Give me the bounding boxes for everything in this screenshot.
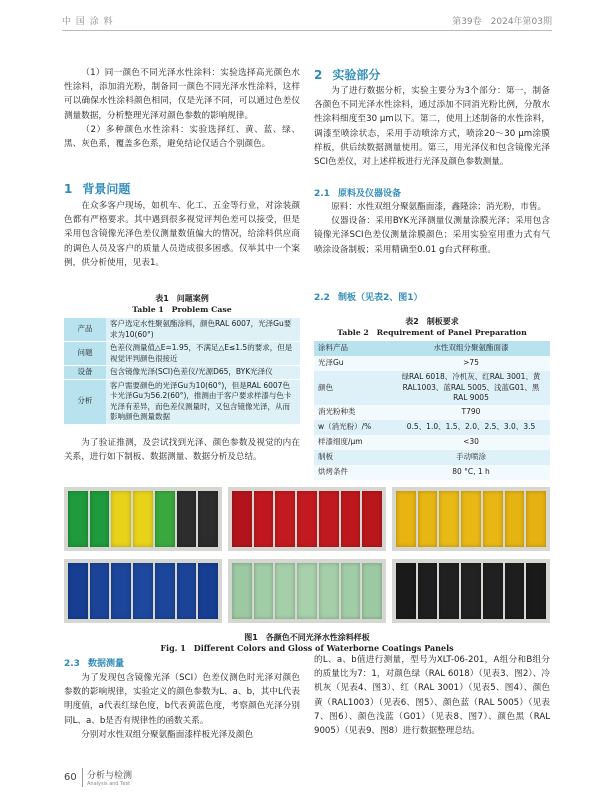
coated-sample-strip [526, 563, 546, 619]
coated-sample-strip [254, 563, 274, 619]
section-title: 实验部分 [332, 68, 381, 82]
caption-en: Fig. 1 Different Colors and Gloss of Waterborne Coatings Panels [160, 643, 454, 653]
table-row [314, 371, 550, 405]
paragraph: （1）同一颜色不同光泽水性涂料：实验选择高光颜色水性涂料，添加消光粉，制备同一颜色不同光泽水性涂料，这样可以确保水性涂料颜色相同，仅是光泽不同，可以通过色差仪测量数据，分析整理光泽对颜色参数的影响规律。 [64, 68, 300, 121]
coated-sample-strip [232, 491, 252, 547]
coated-sample-strip [439, 491, 459, 547]
coated-sample-strip [254, 491, 274, 547]
table-cell: 客户选定水性聚氨酯涂料，颜色RAL 6007，光泽Gu要求为10(60°) [106, 318, 300, 342]
subsection-title: 制板（见表2、图1） [337, 293, 423, 303]
table-row [314, 465, 550, 480]
coated-sample-strip [319, 491, 339, 547]
coated-sample-strip [68, 563, 88, 619]
table-cell: 样漆细度/μm [314, 435, 392, 450]
table-row [314, 405, 550, 420]
figure-1-caption [64, 632, 550, 654]
section-number: 2 [314, 68, 323, 82]
table2 [314, 341, 550, 480]
running-header [62, 12, 552, 28]
coated-sample-strip [297, 491, 317, 547]
subsection-heading [314, 186, 401, 199]
sample-panel-photo [392, 487, 550, 551]
coated-sample-strip [198, 563, 218, 619]
coated-sample-strip [362, 563, 382, 619]
left-column-top [64, 66, 300, 151]
paragraph: 的L、a、b值进行测量，型号为XLT-06-201，A组分和B组分的质量比为7：1，对颜色绿（RAL 6018）（见表3、图2）、冷机灰（见表4、图3）、红（RAL 3001）（见表5、图4）、颜色黄（RAL1003）（见表6、图5）、颜色蓝（RAL 5005）（见表7、图6）、颜色浅蓝（G01）（见表8、图7）、颜色黑（RAL 9005）（见表9、图8）进行数据整理总结。 [314, 655, 550, 737]
coated-sample-strip [155, 563, 175, 619]
journal-name: 中 国 涂 料 [62, 17, 114, 27]
caption-en: Table 1 Problem Case [132, 305, 232, 314]
coated-sample-strip [177, 563, 197, 619]
table1 [64, 318, 300, 424]
table-cell: 消光粉种类 [314, 405, 392, 420]
footer-section [82, 768, 167, 787]
paragraph: （2）多种颜色水性涂料：实验选择红、黄、蓝、绿、黑、灰色系，覆盖多色系，避免结论仅适合个别颜色。 [64, 124, 300, 150]
coated-sample-strip [461, 563, 481, 619]
coated-sample-strip [418, 491, 438, 547]
coated-sample-strip [275, 491, 295, 547]
coated-sample-strip [90, 491, 110, 547]
coated-sample-strip [505, 563, 525, 619]
subsection-title: 数据测量 [87, 659, 124, 669]
paragraph: 为了验证推测，及尝试找到光泽、颜色参数及视觉的内在关系，进行如下制板、数据测量、数据分析及总结。 [64, 438, 300, 463]
footer-section-en: Analysis and Test [87, 781, 131, 787]
section-heading [314, 66, 380, 83]
subsection-number: 2.2 [314, 293, 330, 303]
table-row [64, 379, 300, 424]
subsection-title: 原料及仪器设备 [337, 189, 401, 199]
table-cell: 80 °C, 1 h [392, 465, 550, 480]
paragraph: 分别对水性双组分聚氨酯面漆样板光泽及颜色 [81, 729, 254, 740]
table-row [64, 342, 300, 366]
caption-en: Table 2 Requirement of Panel Preparation [337, 328, 527, 337]
sample-panel-photo [64, 487, 222, 551]
table2-caption [314, 316, 550, 338]
coated-sample-strip [341, 563, 361, 619]
coated-sample-strip [155, 491, 175, 547]
table-row [314, 420, 550, 435]
table-cell: 包含镜像光泽(SCI)色差仪/光源D65，BYK光泽仪 [106, 366, 300, 380]
table-row [314, 435, 550, 450]
table-cell: 设备 [64, 366, 106, 380]
table-cell: T790 [392, 405, 550, 420]
table-cell: <30 [392, 435, 550, 450]
table-cell: 0.5、1.0、1.5、2.0、2.5、3.0、3.5 [392, 420, 550, 435]
subsection-number: 2.1 [314, 189, 330, 199]
table-cell: 绿RAL 6018、冷机灰、红RAL 3001、黄RAL1003、蓝RAL 5005、浅蓝G01、黑RAL 9005 [392, 371, 550, 405]
subsection-heading [314, 290, 422, 303]
caption-zh: 表1 问题案例 [155, 294, 209, 303]
coated-sample-strip [439, 563, 459, 619]
paragraph: 为了发现包含镜像光泽（SCI）色差仪测色时光泽对颜色参数的影响规律，实验定义的颜色参数为L、a、b，其中L代表明度值，a代表红绿色度，b代表黄蓝色度，考察颜色光泽分别同L、a、b是否有规律性的函数关系。 [64, 673, 300, 726]
sample-panel-photo [228, 487, 386, 551]
coated-sample-strip [133, 491, 153, 547]
coated-sample-strip [505, 491, 525, 547]
caption-zh: 表2 制板要求 [405, 317, 459, 326]
sample-panel-photo [64, 559, 222, 623]
sample-panel-photo [392, 559, 550, 623]
paragraph: 为了进行数据分析，实验主要分为3个部分：第一，制备各颜色不同光泽水性涂料，通过添加不同消光粉比例，分散水性涂料细度至30 μm以下。第二，使用上述制备的水性涂料，调漆至喷涂状态，采用手动喷涂方式，喷涂20～30 μm涂膜样板，供后续数据测量使用。第三，用光泽仪和包含镜像光泽SCI色差仪，对上述样板进行光泽及颜色参数测量。 [314, 86, 550, 168]
right-column-bottom [314, 653, 550, 738]
left-column-bottom [64, 671, 300, 742]
coated-sample-strip [111, 491, 131, 547]
table-cell: 分析 [64, 379, 106, 424]
right-column-intro [314, 84, 550, 169]
table-row [64, 318, 300, 342]
coated-sample-strip [68, 491, 88, 547]
section-heading [64, 180, 130, 197]
left-column-after-table [64, 436, 300, 464]
coated-sample-strip [232, 563, 252, 619]
table-row [314, 356, 550, 371]
coated-sample-strip [341, 491, 361, 547]
table-cell: 水性双组分聚氨酯面漆 [392, 341, 550, 356]
table-cell: 客户需要颜色的光泽Gu为10(60°)，但是RAL 6007色卡光泽Gu为56.2(60°)，推测由于客户要求样漆与色卡光泽有差异，而色差仪测量时，又包含镜像光泽，从而影响颜色测量数据 [106, 379, 300, 424]
table-row [314, 450, 550, 465]
subsection-number: 2.3 [64, 659, 80, 669]
paragraph: 原料：水性双组分聚氨酯面漆，鑫隆涂；消光粉，市售。 [331, 202, 547, 212]
coated-sample-strip [198, 491, 218, 547]
table-cell: >75 [392, 356, 550, 371]
paragraph: 在众多客户现场，如机车、化工、五金等行业，对涂装颜色都有严格要求。其中遇到很多视觉评判色差可以接受，但是采用包含镜像光泽色差仪测量数值偏大的情况，给涂料供应商的调色人员及客户的质量人员造成很多困惑。仅举其中一个案例，供分析使用，见表1。 [64, 201, 300, 268]
table-cell: 涂料产品 [314, 341, 392, 356]
issue-info: 第39卷 2024年第03期 [452, 17, 552, 27]
table-cell: 手动喷涂 [392, 450, 550, 465]
coated-sample-strip [275, 563, 295, 619]
right-column-materials [314, 200, 550, 257]
coated-sample-strip [396, 563, 416, 619]
coated-sample-strip [319, 563, 339, 619]
table-cell: 烘烤条件 [314, 465, 392, 480]
subsection-heading [64, 656, 124, 669]
paragraph: 仪器设备：采用BYK光泽测量仪测量涂膜光泽；采用包含镜像光泽SCI色差仪测量涂膜颜色；采用实验室用重力式有气喷涂设备制板；采用精确至0.01 g台式秤称重。 [314, 216, 550, 255]
table1-caption [64, 293, 300, 315]
section-number: 1 [64, 182, 73, 196]
table-cell: 产品 [64, 318, 106, 342]
coated-sample-strip [177, 491, 197, 547]
header-rule [62, 30, 552, 31]
table-cell: 颜色 [314, 371, 392, 405]
left-column-background [64, 199, 300, 270]
coated-sample-strip [362, 491, 382, 547]
coated-sample-strip [461, 491, 481, 547]
coated-sample-strip [418, 563, 438, 619]
footer-section-zh: 分析与检测 [87, 771, 133, 781]
figure-1-panels [64, 487, 550, 625]
coated-sample-strip [526, 491, 546, 547]
section-title: 背景问题 [82, 182, 131, 196]
coated-sample-strip [111, 563, 131, 619]
coated-sample-strip [297, 563, 317, 619]
coated-sample-strip [133, 563, 153, 619]
table-cell: w（消光粉）/% [314, 420, 392, 435]
table-cell: 制板 [314, 450, 392, 465]
table-cell: 光泽Gu [314, 356, 392, 371]
coated-sample-strip [483, 491, 503, 547]
table-cell: 色差仪测量值△E=1.95，不满足△E≤1.5的要求，但是视觉评判颜色很接近 [106, 342, 300, 366]
coated-sample-strip [396, 491, 416, 547]
coated-sample-strip [90, 563, 110, 619]
sample-panel-photo [228, 559, 386, 623]
table-cell: 问题 [64, 342, 106, 366]
table-row [64, 366, 300, 380]
coated-sample-strip [483, 563, 503, 619]
table-row [314, 341, 550, 356]
page-number: 60 [64, 772, 77, 783]
caption-zh: 图1 各颜色不同光泽水性涂料样板 [244, 633, 370, 642]
